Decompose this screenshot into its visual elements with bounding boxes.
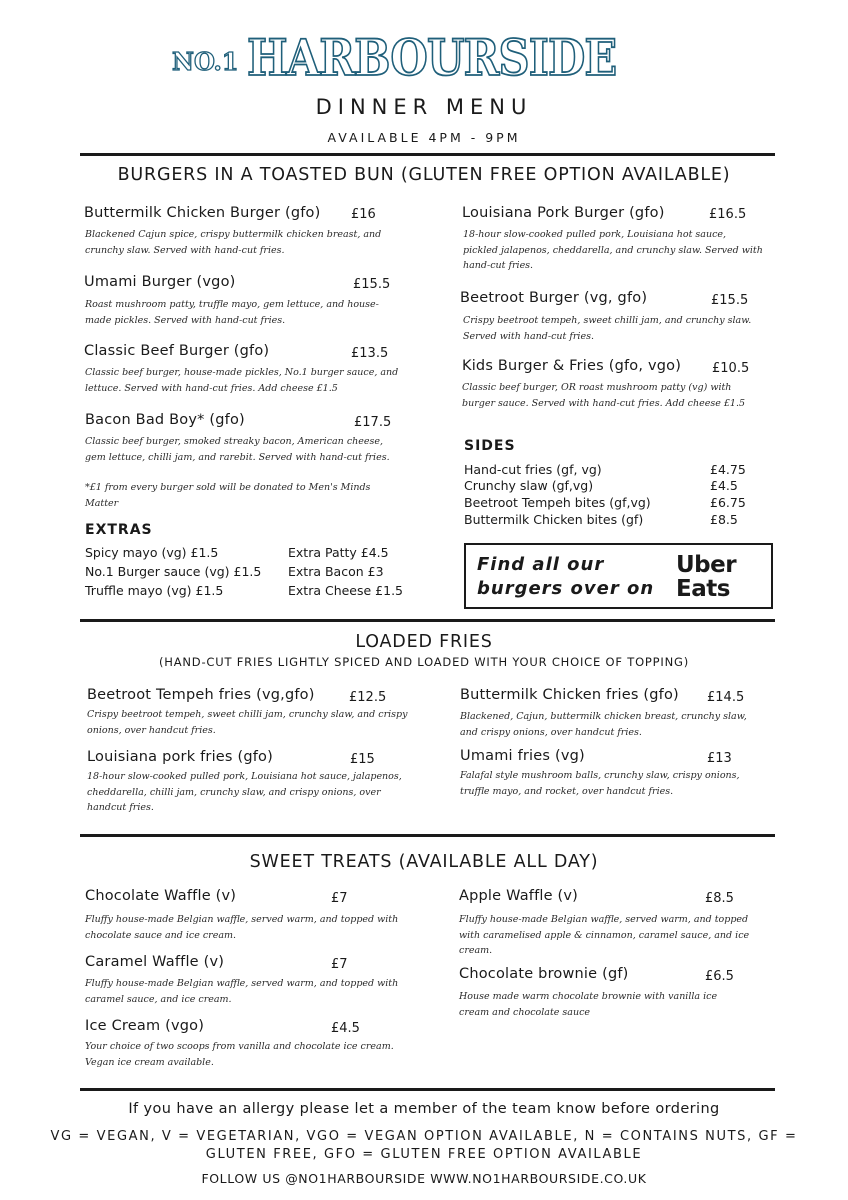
item-price: £16.5 [709,207,747,222]
item-price: £15.5 [353,277,391,292]
item-name: Umami fries (vg) [460,748,585,764]
item-price: £10.5 [712,361,750,376]
item-price: £13.5 [351,346,389,361]
item-desc: Falafal style mushroom balls, crunchy slaw, crispy onions, truffle mayo, and rocket, over handcut fries. [460,770,740,797]
extra-item: Extra Cheese £1.5 [288,583,404,598]
divider [80,153,775,156]
uber-eats-logo-top: Uber [676,552,737,578]
item-price: £15 [350,752,375,767]
item-name: Louisiana pork fries (gfo) [87,749,273,765]
divider [80,619,775,622]
item-name: Louisiana Pork Burger (gfo) [462,205,665,221]
item-name: Classic Beef Burger (gfo) [84,343,270,359]
item-name: Chocolate brownie (gf) [459,966,629,982]
item-price: £8.5 [705,891,734,906]
item-price: £15.5 [711,293,749,308]
item-name: Apple Waffle (v) [459,888,579,904]
item-price: £6.5 [705,969,734,984]
item-price: £12.5 [349,690,387,705]
item-desc: Classic beef burger, house-made pickles, No.1 burger sauce, and lettuce. Served with hand-cut fries. Add cheese £1.5 [85,367,399,394]
extra-item: Truffle mayo (vg) £1.5 [85,583,224,598]
extra-item: Extra Bacon £3 [288,564,384,579]
side-price: £4.75 [710,462,746,477]
item-desc: Classic beef burger, smoked streaky bacon, American cheese, gem lettuce, chilli jam, and rarebit. Served with hand-cut fries. [85,436,390,463]
uber-eats-logo-bottom: Eats [676,576,730,602]
item-name: Kids Burger & Fries (gfo, vgo) [462,358,682,374]
item-price: £7 [331,957,348,972]
side-price: £4.5 [710,478,738,493]
side-name: Buttermilk Chicken bites (gf) [464,512,644,527]
item-name: Ice Cream (vgo) [85,1018,205,1034]
item-name: Bacon Bad Boy* (gfo) [85,412,245,428]
item-desc: Blackened, Cajun, buttermilk chicken breast, crunchy slaw, and crispy onions, over handcut fries. [460,711,747,738]
item-price: £4.5 [331,1021,360,1036]
extra-item: Spicy mayo (vg) £1.5 [85,545,219,560]
divider [80,834,775,837]
item-desc: Fluffy house-made Belgian waffle, served warm, and topped with caramel sauce, and ice cream. [85,978,399,1005]
side-name: Beetroot Tempeh bites (gf,vg) [464,495,651,510]
item-desc: Fluffy house-made Belgian waffle, served warm, and topped with chocolate sauce and ice cream. [85,914,399,941]
allergy-notice: If you have an allergy please let a member of the team know before ordering [128,1101,720,1117]
item-price: £14.5 [707,690,745,705]
sweet-treats-title: SWEET TREATS (AVAILABLE ALL DAY) [249,852,599,872]
social-links: FOLLOW US @NO1HARBOURSIDE WWW.NO1HARBOURSIDE.CO.UK [201,1171,647,1186]
loaded-fries-title: LOADED FRIES [355,632,493,652]
item-desc: Classic beef burger, OR roast mushroom patty (vg) with burger sauce. Served with hand-cut fries. Add cheese £1.5 [462,382,746,409]
item-desc: Roast mushroom patty, truffle mayo, gem lettuce, and house-made pickles. Served with hand-cut fries. [85,299,379,326]
item-desc: Your choice of two scoops from vanilla and chocolate ice cream. Vegan ice cream available. [85,1041,394,1068]
item-name: Caramel Waffle (v) [85,954,225,970]
item-desc: Blackened Cajun spice, crispy buttermilk chicken breast, and crunchy slaw. Served with hand-cut fries. [85,229,382,256]
logo-prefix: NO.1 [172,47,239,76]
item-desc: Crispy beetroot tempeh, sweet chilli jam, crunchy slaw, and crispy onions, over handcut fries. [87,709,408,736]
divider [80,1088,775,1091]
item-name: Umami Burger (vgo) [84,274,236,290]
side-name: Hand-cut fries (gf, vg) [464,462,602,477]
loaded-fries-subtitle: (HAND-CUT FRIES LIGHTLY SPICED AND LOADED WITH YOUR CHOICE OF TOPPING) [159,655,689,669]
item-desc: House made warm chocolate brownie with vanilla ice cream and chocolate sauce [459,991,718,1018]
sides-title: SIDES [464,438,516,454]
logo [0,28,848,87]
extra-item: No.1 Burger sauce (vg) £1.5 [85,564,262,579]
item-name: Buttermilk Chicken Burger (gfo) [84,205,321,221]
uber-line-1: Find all our [477,554,605,575]
item-price: £13 [707,751,732,766]
item-name: Beetroot Tempeh fries (vg,gfo) [87,687,315,703]
extra-item: Extra Patty £4.5 [288,545,389,560]
item-name: Chocolate Waffle (v) [85,888,237,904]
item-price: £16 [351,207,376,222]
dietary-legend: VG = VEGAN, V = VEGETARIAN, VGO = VEGAN OPTION AVAILABLE, N = CONTAINS NUTS, GF = GLUTEN FREE, GFO = GLUTEN FREE OPTION AVAILABLE [50,1129,798,1162]
logo-name: HARBOURSIDE [246,28,616,87]
availability: AVAILABLE 4PM - 9PM [327,130,521,145]
item-desc: Fluffy house-made Belgian waffle, served warm, and topped with caramelised apple & cinnamon, caramel sauce, and ice cream. [459,914,750,956]
side-price: £8.5 [710,512,738,527]
item-name: Buttermilk Chicken fries (gfo) [460,687,679,703]
item-desc: 18-hour slow-cooked pulled pork, Louisiana hot sauce, pickled jalapenos, cheddarella, and crunchy slaw. Served with hand-cut fries. [463,229,763,271]
side-price: £6.75 [710,495,746,510]
donation-note: *£1 from every burger sold will be donated to Men's Minds Matter [85,482,371,509]
menu-title: DINNER MENU [315,95,533,119]
item-price: £17.5 [354,415,392,430]
burgers-title: BURGERS IN A TOASTED BUN (GLUTEN FREE OPTION AVAILABLE) [117,165,731,185]
uber-eats-banner [464,543,773,609]
item-name: Beetroot Burger (vg, gfo) [460,290,648,306]
item-desc: Crispy beetroot tempeh, sweet chilli jam, and crunchy slaw. Served with hand-cut fries. [463,315,752,342]
extras-title: EXTRAS [85,522,153,538]
item-price: £7 [331,891,348,906]
item-desc: 18-hour slow-cooked pulled pork, Louisiana hot sauce, jalapenos, cheddarella, chilli jam, crunchy slaw, and crispy onions, over handcut fries. [87,771,402,813]
side-name: Crunchy slaw (gf,vg) [464,478,594,493]
uber-line-2: burgers over on [477,578,655,599]
